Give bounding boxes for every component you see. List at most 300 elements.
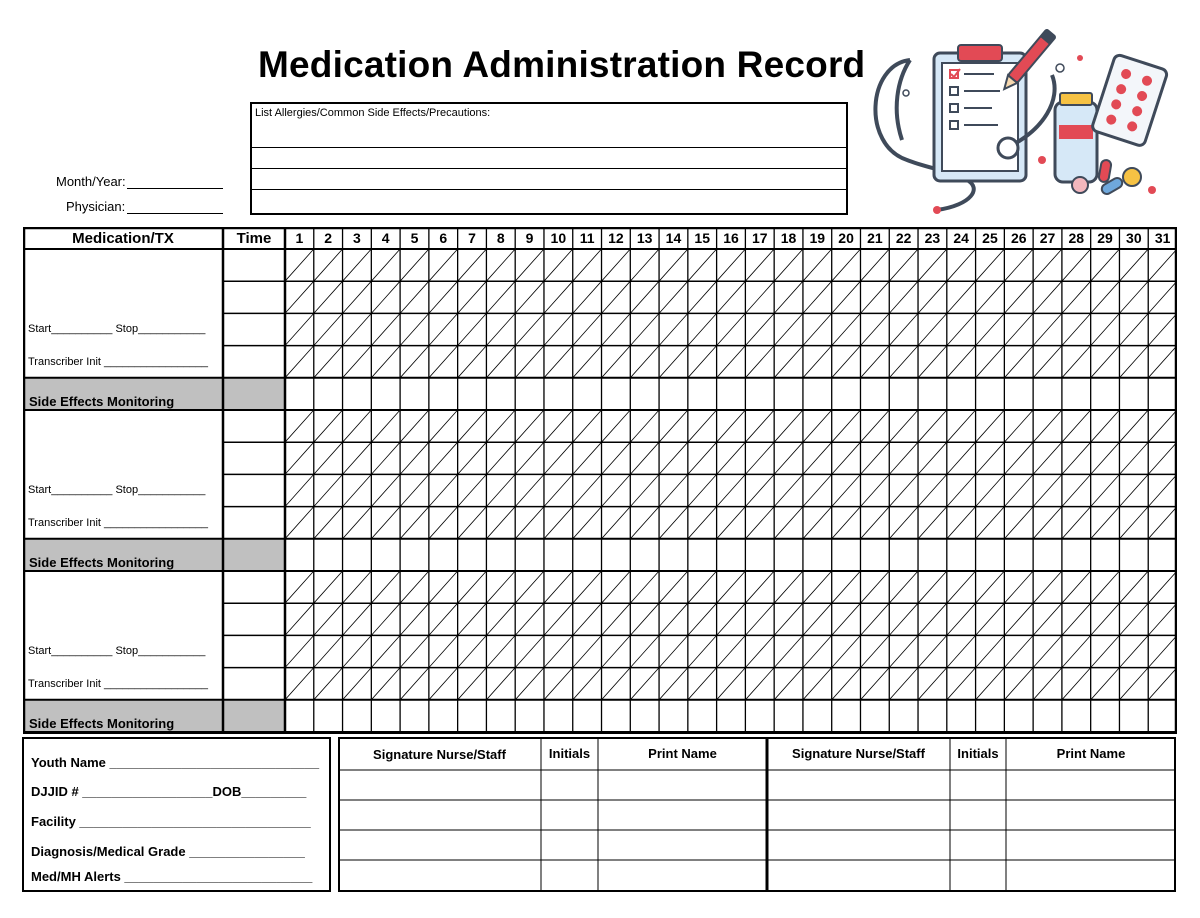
dose-cell-slash (1062, 507, 1091, 539)
dose-cell-slash (602, 474, 631, 506)
day-header: 17 (751, 230, 768, 246)
dose-cell-slash (947, 571, 976, 603)
dose-cell-slash (544, 571, 573, 603)
dose-cell-slash (515, 442, 544, 474)
dose-cell-slash (544, 635, 573, 667)
dose-cell-slash (1004, 281, 1033, 313)
allergies-rule (252, 189, 846, 190)
dose-cell-slash (285, 313, 314, 345)
diagnosis-field[interactable]: Diagnosis/Medical Grade ________________ (31, 844, 305, 859)
dose-cell-slash (745, 313, 774, 345)
day-header: 12 (608, 230, 624, 246)
pill-icon (1123, 168, 1141, 186)
dose-cell-slash (314, 635, 343, 667)
dose-cell-slash (832, 571, 861, 603)
dose-cell-slash (429, 635, 458, 667)
dose-cell-slash (573, 507, 602, 539)
dose-cell-slash (1004, 346, 1033, 378)
dose-cell-slash (458, 313, 487, 345)
dose-cell-slash (429, 346, 458, 378)
day-header: 4 (381, 230, 390, 246)
dose-cell-slash (1033, 442, 1062, 474)
day-header: 19 (809, 230, 826, 246)
dose-cell-slash (630, 346, 659, 378)
dose-cell-slash (717, 281, 746, 313)
dose-cell-slash (976, 668, 1005, 700)
dose-cell-slash (1091, 313, 1120, 345)
dose-cell-slash (1119, 603, 1148, 635)
dose-cell-slash (1033, 635, 1062, 667)
dose-cell-slash (343, 474, 372, 506)
day-header: 29 (1097, 230, 1113, 246)
dose-cell-slash (717, 571, 746, 603)
dose-cell-slash (458, 571, 487, 603)
dose-cell-slash (602, 668, 631, 700)
dose-cell-slash (343, 668, 372, 700)
dose-cell-slash (371, 281, 400, 313)
dose-cell-slash (544, 603, 573, 635)
dose-cell-slash (371, 668, 400, 700)
dose-cell-slash (343, 571, 372, 603)
dose-cell-slash (889, 281, 918, 313)
dose-cell-slash (1148, 474, 1177, 506)
dose-cell-slash (832, 635, 861, 667)
dose-cell-slash (803, 346, 832, 378)
side-effects-label: Side Effects Monitoring (29, 394, 175, 409)
dose-cell-slash (630, 635, 659, 667)
dose-cell-slash (515, 571, 544, 603)
dose-cell-slash (889, 603, 918, 635)
day-header: 20 (838, 230, 854, 246)
dose-cell-slash (860, 442, 889, 474)
dose-cell-slash (976, 635, 1005, 667)
dose-cell-slash (602, 313, 631, 345)
dose-cell-slash (544, 346, 573, 378)
dose-cell-slash (285, 668, 314, 700)
dose-cell-slash (515, 410, 544, 442)
day-header: 27 (1039, 230, 1056, 246)
dose-cell-slash (745, 603, 774, 635)
dose-cell-slash (314, 442, 343, 474)
dose-cell-slash (745, 281, 774, 313)
dose-cell-slash (515, 346, 544, 378)
dose-cell-slash (602, 249, 631, 281)
dose-cell-slash (947, 346, 976, 378)
month-year-label: Month/Year: (56, 174, 126, 189)
dose-cell-slash (918, 281, 947, 313)
dose-cell-slash (573, 313, 602, 345)
dose-cell-slash (371, 571, 400, 603)
dose-cell-slash (1062, 635, 1091, 667)
dose-cell-slash (1091, 635, 1120, 667)
month-year-field[interactable] (127, 188, 223, 189)
dose-cell-slash (314, 571, 343, 603)
dose-cell-slash (486, 410, 515, 442)
dose-cell-slash (918, 410, 947, 442)
dose-cell-slash (486, 281, 515, 313)
dose-cell-slash (429, 571, 458, 603)
dose-cell-slash (1033, 410, 1062, 442)
dose-cell-slash (918, 346, 947, 378)
dose-cell-slash (803, 474, 832, 506)
dose-cell-slash (486, 442, 515, 474)
dose-cell-slash (1148, 442, 1177, 474)
dose-cell-slash (1062, 442, 1091, 474)
grid-lines (23, 227, 1177, 734)
dose-cell-slash (1148, 410, 1177, 442)
allergies-rule (252, 168, 846, 169)
dose-cell-slash (343, 313, 372, 345)
dose-cell-slash (832, 313, 861, 345)
allergies-box[interactable] (250, 102, 848, 215)
dose-cell-slash (630, 313, 659, 345)
dose-cell-slash (774, 281, 803, 313)
dose-cell-slash (659, 507, 688, 539)
dose-cell-slash (400, 410, 429, 442)
day-header: 9 (525, 230, 534, 246)
dose-cell-slash (458, 603, 487, 635)
dose-cell-slash (1091, 603, 1120, 635)
dose-cell-slash (630, 410, 659, 442)
dose-cell-slash (400, 603, 429, 635)
dose-cell-slash (429, 603, 458, 635)
dose-cell-slash (1148, 507, 1177, 539)
time-header: Time (236, 230, 272, 247)
dose-cell-slash (976, 571, 1005, 603)
dose-cell-slash (1148, 249, 1177, 281)
dose-cell-slash (1062, 346, 1091, 378)
dose-cell-slash (400, 346, 429, 378)
dose-cell-slash (1148, 281, 1177, 313)
dose-cell-slash (285, 442, 314, 474)
dose-cell-slash (976, 249, 1005, 281)
dose-cell-slash (860, 603, 889, 635)
dose-cell-slash (1091, 281, 1120, 313)
day-header: 23 (924, 230, 941, 246)
dose-cell-slash (947, 668, 976, 700)
dose-cell-slash (343, 603, 372, 635)
dose-cell-slash (314, 281, 343, 313)
dose-cell-slash (688, 571, 717, 603)
dose-cell-slash (860, 474, 889, 506)
dose-cell-slash (486, 635, 515, 667)
dose-cell-slash (745, 668, 774, 700)
dose-cell-slash (371, 474, 400, 506)
dose-cell-slash (976, 603, 1005, 635)
dose-cell-slash (486, 249, 515, 281)
dose-cell-slash (976, 442, 1005, 474)
side-effects-label: Side Effects Monitoring (29, 716, 175, 731)
dose-cell-slash (688, 668, 717, 700)
dose-cell-slash (1004, 635, 1033, 667)
dose-cell-slash (889, 346, 918, 378)
dose-cell-slash (630, 442, 659, 474)
dose-cell-slash (602, 635, 631, 667)
dose-cell-slash (1091, 410, 1120, 442)
dose-cell-slash (400, 249, 429, 281)
dose-cell-slash (343, 346, 372, 378)
dose-cell-slash (774, 410, 803, 442)
dose-cell-slash (400, 668, 429, 700)
dose-cell-slash (458, 668, 487, 700)
dose-cell-slash (803, 603, 832, 635)
dose-cell-slash (774, 442, 803, 474)
dose-cell-slash (343, 249, 372, 281)
dose-cell-slash (602, 507, 631, 539)
dose-cell-slash (486, 313, 515, 345)
dose-cell-slash (1119, 313, 1148, 345)
dose-cell-slash (1062, 281, 1091, 313)
dose-cell-slash (774, 571, 803, 603)
dose-cell-slash (745, 249, 774, 281)
dose-cell-slash (1004, 571, 1033, 603)
dose-cell-slash (803, 313, 832, 345)
dose-cell-slash (400, 571, 429, 603)
dose-cell-slash (1119, 346, 1148, 378)
dose-cell-slash (1119, 410, 1148, 442)
dose-cell-slash (630, 507, 659, 539)
dose-cell-slash (1091, 571, 1120, 603)
dose-cell-slash (803, 281, 832, 313)
dose-cell-slash (659, 346, 688, 378)
dose-cell-slash (1004, 249, 1033, 281)
dose-cell-slash (1033, 313, 1062, 345)
dose-cell-slash (371, 507, 400, 539)
dose-cell-slash (1033, 571, 1062, 603)
dose-cell-slash (515, 603, 544, 635)
pill-bottle-icon (1055, 102, 1097, 182)
day-header: 16 (723, 230, 739, 246)
dose-cell-slash (400, 442, 429, 474)
dose-cell-slash (1004, 603, 1033, 635)
dose-cell-slash (429, 668, 458, 700)
dose-cell-slash (486, 603, 515, 635)
dose-cell-slash (659, 668, 688, 700)
dose-cell-slash (918, 442, 947, 474)
dose-cell-slash (860, 313, 889, 345)
dose-cell-slash (774, 313, 803, 345)
dose-cell-slash (659, 442, 688, 474)
dose-cell-slash (371, 410, 400, 442)
transcriber-label: Transcriber Init _________________ (28, 517, 209, 529)
facility-field[interactable]: Facility ________________________________ (31, 814, 311, 829)
dose-cell-slash (429, 281, 458, 313)
day-header: 30 (1126, 230, 1142, 246)
day-header: 14 (665, 230, 682, 246)
dose-cell-slash (803, 635, 832, 667)
allergies-label: List Allergies/Common Side Effects/Precautions: (255, 107, 491, 119)
dose-cell-slash (832, 410, 861, 442)
dose-cell-slash (544, 313, 573, 345)
dose-cell-slash (918, 249, 947, 281)
dose-cell-slash (285, 281, 314, 313)
day-header: 26 (1010, 230, 1027, 246)
dose-cell-slash (314, 603, 343, 635)
youth-name-field[interactable]: Youth Name _____________________________ (31, 755, 320, 770)
dose-cell-slash (1119, 249, 1148, 281)
dose-cell-slash (1119, 281, 1148, 313)
dose-cell-slash (458, 249, 487, 281)
day-header: 2 (324, 230, 333, 246)
dose-cell-slash (486, 571, 515, 603)
dose-cell-slash (573, 410, 602, 442)
dose-cell-slash (947, 313, 976, 345)
dose-cell-slash (630, 603, 659, 635)
djjid-dob-field[interactable]: DJJID # __________________DOB_________ (31, 784, 307, 799)
dose-cell-slash (343, 281, 372, 313)
dose-cell-slash (458, 507, 487, 539)
dose-cell-slash (285, 507, 314, 539)
dose-cell-slash (314, 668, 343, 700)
day-header: 3 (353, 230, 361, 246)
dose-cell-slash (947, 442, 976, 474)
dose-cell-slash (688, 281, 717, 313)
day-header: 28 (1068, 230, 1085, 246)
dose-cell-slash (573, 668, 602, 700)
dose-cell-slash (745, 571, 774, 603)
dose-cell-slash (544, 474, 573, 506)
dose-cell-slash (659, 474, 688, 506)
dose-cell-slash (630, 571, 659, 603)
dose-cell-slash (573, 635, 602, 667)
medication-grid (23, 227, 1177, 734)
dose-cell-slash (688, 346, 717, 378)
dose-cell-slash (285, 474, 314, 506)
dose-cell-slash (544, 668, 573, 700)
dose-cell-slash (918, 474, 947, 506)
dose-cell-slash (1091, 507, 1120, 539)
dose-cell-slash (659, 410, 688, 442)
dose-cell-slash (745, 410, 774, 442)
dose-cell-slash (774, 474, 803, 506)
dose-cell-slash (285, 346, 314, 378)
dose-cell-slash (400, 313, 429, 345)
dose-cell-slash (400, 507, 429, 539)
dose-cell-slash (285, 635, 314, 667)
dose-cell-slash (544, 442, 573, 474)
dose-cell-slash (371, 313, 400, 345)
dose-cell-slash (515, 635, 544, 667)
dose-cell-slash (860, 346, 889, 378)
dose-cell-slash (688, 507, 717, 539)
dose-cell-slash (371, 249, 400, 281)
dose-cell-slash (976, 346, 1005, 378)
dose-cell-slash (1091, 249, 1120, 281)
dose-cell-slash (774, 635, 803, 667)
dose-cell-slash (1091, 668, 1120, 700)
dose-cell-slash (429, 474, 458, 506)
start-stop-label: Start__________ Stop___________ (28, 645, 206, 657)
dose-cell-slash (832, 442, 861, 474)
dose-cell-slash (1004, 410, 1033, 442)
dose-cell-slash (1091, 442, 1120, 474)
dose-cell-slash (688, 313, 717, 345)
dose-cell-slash (371, 442, 400, 474)
dose-cell-slash (458, 346, 487, 378)
dose-cell-slash (515, 249, 544, 281)
dose-cell-slash (717, 635, 746, 667)
dose-cell-slash (285, 249, 314, 281)
dose-cell-slash (1119, 635, 1148, 667)
dose-cell-slash (458, 442, 487, 474)
dose-cell-slash (947, 474, 976, 506)
dose-cell-slash (688, 410, 717, 442)
transcriber-label: Transcriber Init _________________ (28, 356, 209, 368)
dose-cell-slash (889, 571, 918, 603)
dose-cell-slash (1119, 507, 1148, 539)
dose-cell-slash (573, 281, 602, 313)
transcriber-label: Transcriber Init _________________ (28, 678, 209, 690)
dose-cell-slash (717, 507, 746, 539)
dose-cell-slash (889, 313, 918, 345)
dose-cell-slash (947, 603, 976, 635)
dose-cell-slash (832, 346, 861, 378)
dose-cell-slash (1033, 249, 1062, 281)
dose-cell-slash (314, 410, 343, 442)
dose-cell-slash (745, 346, 774, 378)
dose-cell-slash (429, 313, 458, 345)
dose-cell-slash (976, 410, 1005, 442)
dose-cell-slash (544, 249, 573, 281)
dose-cell-slash (688, 474, 717, 506)
day-header: 31 (1154, 230, 1171, 246)
med-alerts-field[interactable]: Med/MH Alerts __________________________ (31, 869, 313, 884)
dose-cell-slash (515, 313, 544, 345)
dose-cell-slash (1033, 668, 1062, 700)
dose-cell-slash (515, 507, 544, 539)
dose-cell-slash (889, 474, 918, 506)
dose-cell-slash (573, 346, 602, 378)
signature-header: Signature Nurse/Staff (792, 746, 925, 761)
dose-cell-slash (573, 603, 602, 635)
dose-cell-slash (688, 635, 717, 667)
dose-cell-slash (1148, 668, 1177, 700)
dose-cell-slash (1004, 668, 1033, 700)
dose-cell-slash (1119, 668, 1148, 700)
dose-cell-slash (1033, 603, 1062, 635)
dose-cell-slash (688, 603, 717, 635)
dose-cell-slash (515, 668, 544, 700)
day-header: 24 (953, 230, 969, 246)
dose-cell-slash (832, 603, 861, 635)
dose-cell-slash (717, 442, 746, 474)
dose-cell-slash (314, 249, 343, 281)
day-header: 6 (439, 230, 448, 246)
dose-cell-slash (544, 507, 573, 539)
dose-cell-slash (803, 668, 832, 700)
dose-cell-slash (889, 507, 918, 539)
dose-cell-slash (860, 410, 889, 442)
dose-cell-slash (717, 410, 746, 442)
print-name-header: Print Name (1056, 746, 1126, 761)
dose-cell-slash (976, 507, 1005, 539)
dose-cell-slash (918, 635, 947, 667)
dose-cell-slash (803, 442, 832, 474)
dose-cell-slash (429, 507, 458, 539)
dose-cell-slash (1004, 313, 1033, 345)
dose-cell-slash (285, 410, 314, 442)
dose-cell-slash (976, 474, 1005, 506)
day-header: 1 (295, 230, 304, 246)
dose-cell-slash (1062, 313, 1091, 345)
physician-field[interactable] (127, 213, 223, 214)
dose-cell-slash (1148, 313, 1177, 345)
dose-cell-slash (860, 668, 889, 700)
dose-cell-slash (1062, 571, 1091, 603)
dose-cell-slash (659, 571, 688, 603)
dose-cell-slash (976, 281, 1005, 313)
dose-cell-slash (717, 249, 746, 281)
